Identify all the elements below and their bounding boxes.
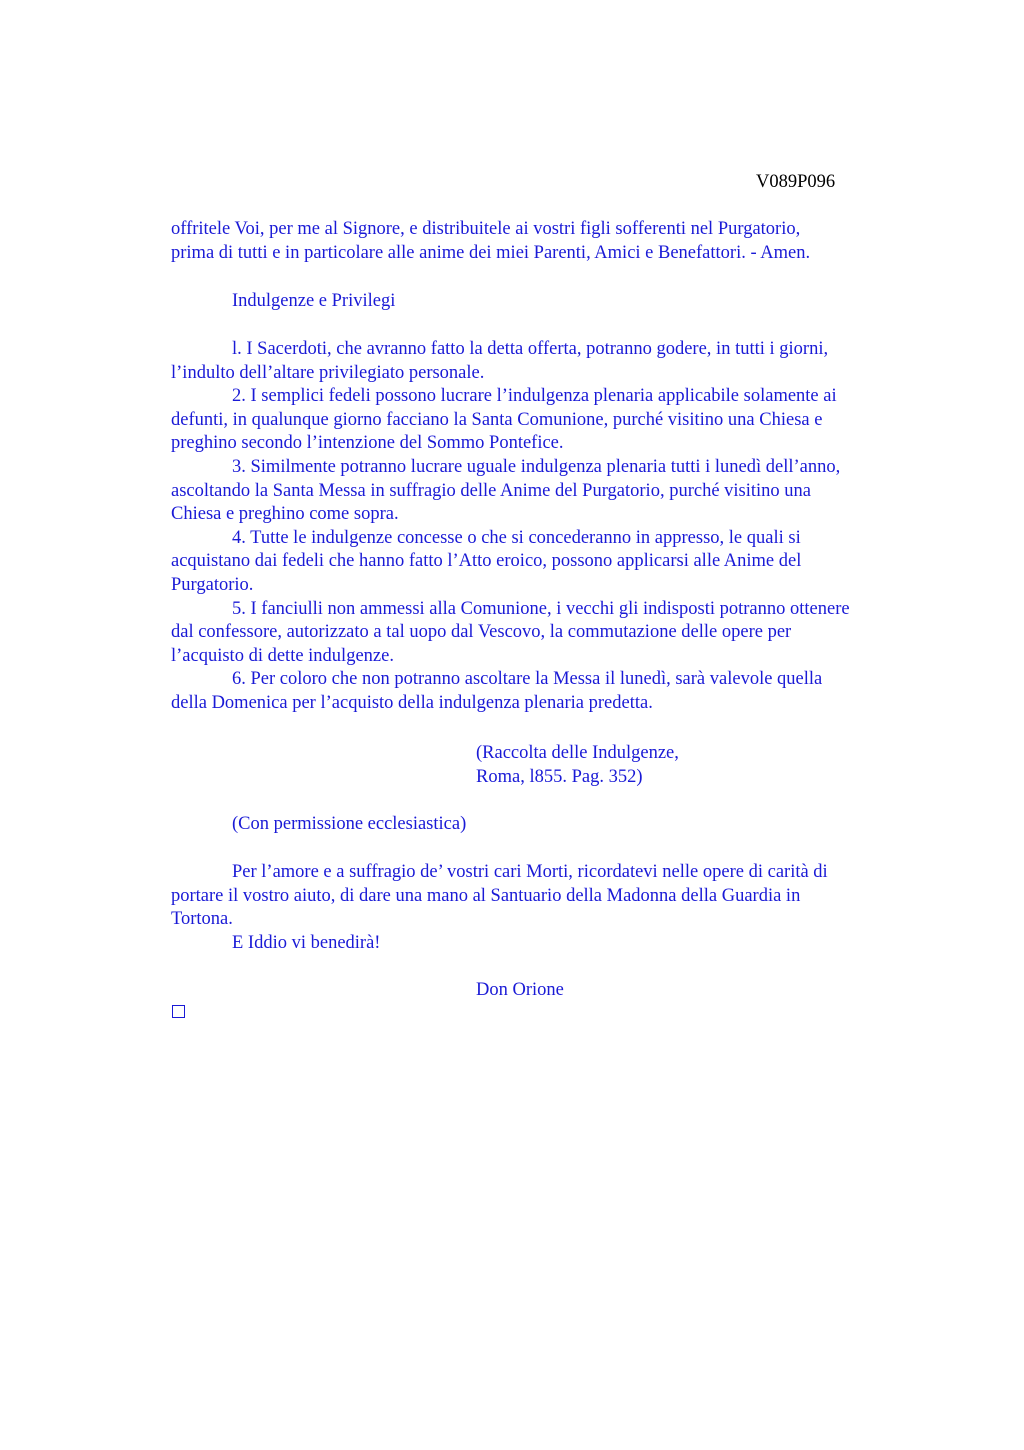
item-3-line: ascoltando la Santa Messa in suffragio delle Anime del Purgatorio, purché visitino una (171, 480, 812, 501)
item-2-line: 2. I semplici fedeli possono lucrare l’indulgenza plenaria applicabile solamente ai (232, 386, 837, 407)
section-title: Indulgenze e Privilegi (232, 291, 396, 311)
citation-line: (Raccolta delle Indulgenze, (476, 743, 679, 763)
signature: Don Orione (476, 980, 564, 1000)
end-square-icon (172, 1005, 185, 1018)
intro-line: offritele Voi, per me al Signore, e distribuitele ai vostri figli sofferenti nel Purgatorio, (171, 219, 801, 239)
item-3-line: 3. Similmente potranno lucrare uguale indulgenza plenaria tutti i lunedì dell’anno, (232, 456, 841, 477)
item-1-line: l’indulto dell’altare privilegiato personale. (171, 362, 485, 383)
item-6-line: della Domenica per l’acquisto della indulgenza plenaria predetta. (171, 692, 653, 713)
intro-line: prima di tutti e in particolare alle anime dei miei Parenti, Amici e Benefattori. - Amen. (171, 242, 811, 263)
appeal-line: portare il vostro aiuto, di dare una mano al Santuario della Madonna della Guardia in (171, 885, 801, 906)
item-2-line: preghino secondo l’intenzione del Sommo Pontefice. (171, 433, 564, 454)
intro-paragraph (171, 218, 931, 265)
item-6-line: 6. Per coloro che non potranno ascoltare la Messa il lunedì, sarà valevole quella (232, 669, 823, 690)
blessing: E Iddio vi benedirà! (232, 932, 381, 953)
appeal-line: Per l’amore e a suffragio de’ vostri cari Morti, ricordatevi nelle opere di carità di (232, 862, 828, 882)
item-3-line: Chiesa e preghino come sopra. (171, 504, 399, 525)
citation (476, 742, 679, 789)
item-5-line: 5. I fanciulli non ammessi alla Comunione, i vecchi gli indisposti potranno ottenere (232, 598, 850, 619)
page-code: V089P096 (756, 172, 836, 192)
item-4-line: Purgatorio. (171, 574, 254, 595)
permission-block (171, 813, 931, 837)
item-4-line: 4. Tutte le indulgenze concesse o che si concederanno in appresso, le quali si (232, 527, 801, 548)
permission-note: (Con permissione ecclesiastica) (232, 814, 467, 834)
indulgence-list (171, 338, 931, 716)
item-2-line: defunti, in qualunque giorno facciano la Santa Comunione, purché visitino una Chiesa e (171, 409, 823, 430)
item-4-line: acquistano dai fedeli che hanno fatto l’Atto eroico, possono applicarsi alle Anime del (171, 551, 802, 572)
item-5-line: dal confessore, autorizzato a tal uopo dal Vescovo, la commutazione delle opere per (171, 622, 792, 643)
item-1-line: l. I Sacerdoti, che avranno fatto la detta offerta, potranno godere, in tutti i giorni, (232, 339, 829, 359)
item-5-line: l’acquisto di dette indulgenze. (171, 645, 394, 666)
appeal-paragraph (171, 861, 931, 955)
citation-line: Roma, l855. Pag. 352) (476, 766, 643, 787)
section-title-block (171, 290, 931, 314)
appeal-line: Tortona. (171, 909, 233, 930)
